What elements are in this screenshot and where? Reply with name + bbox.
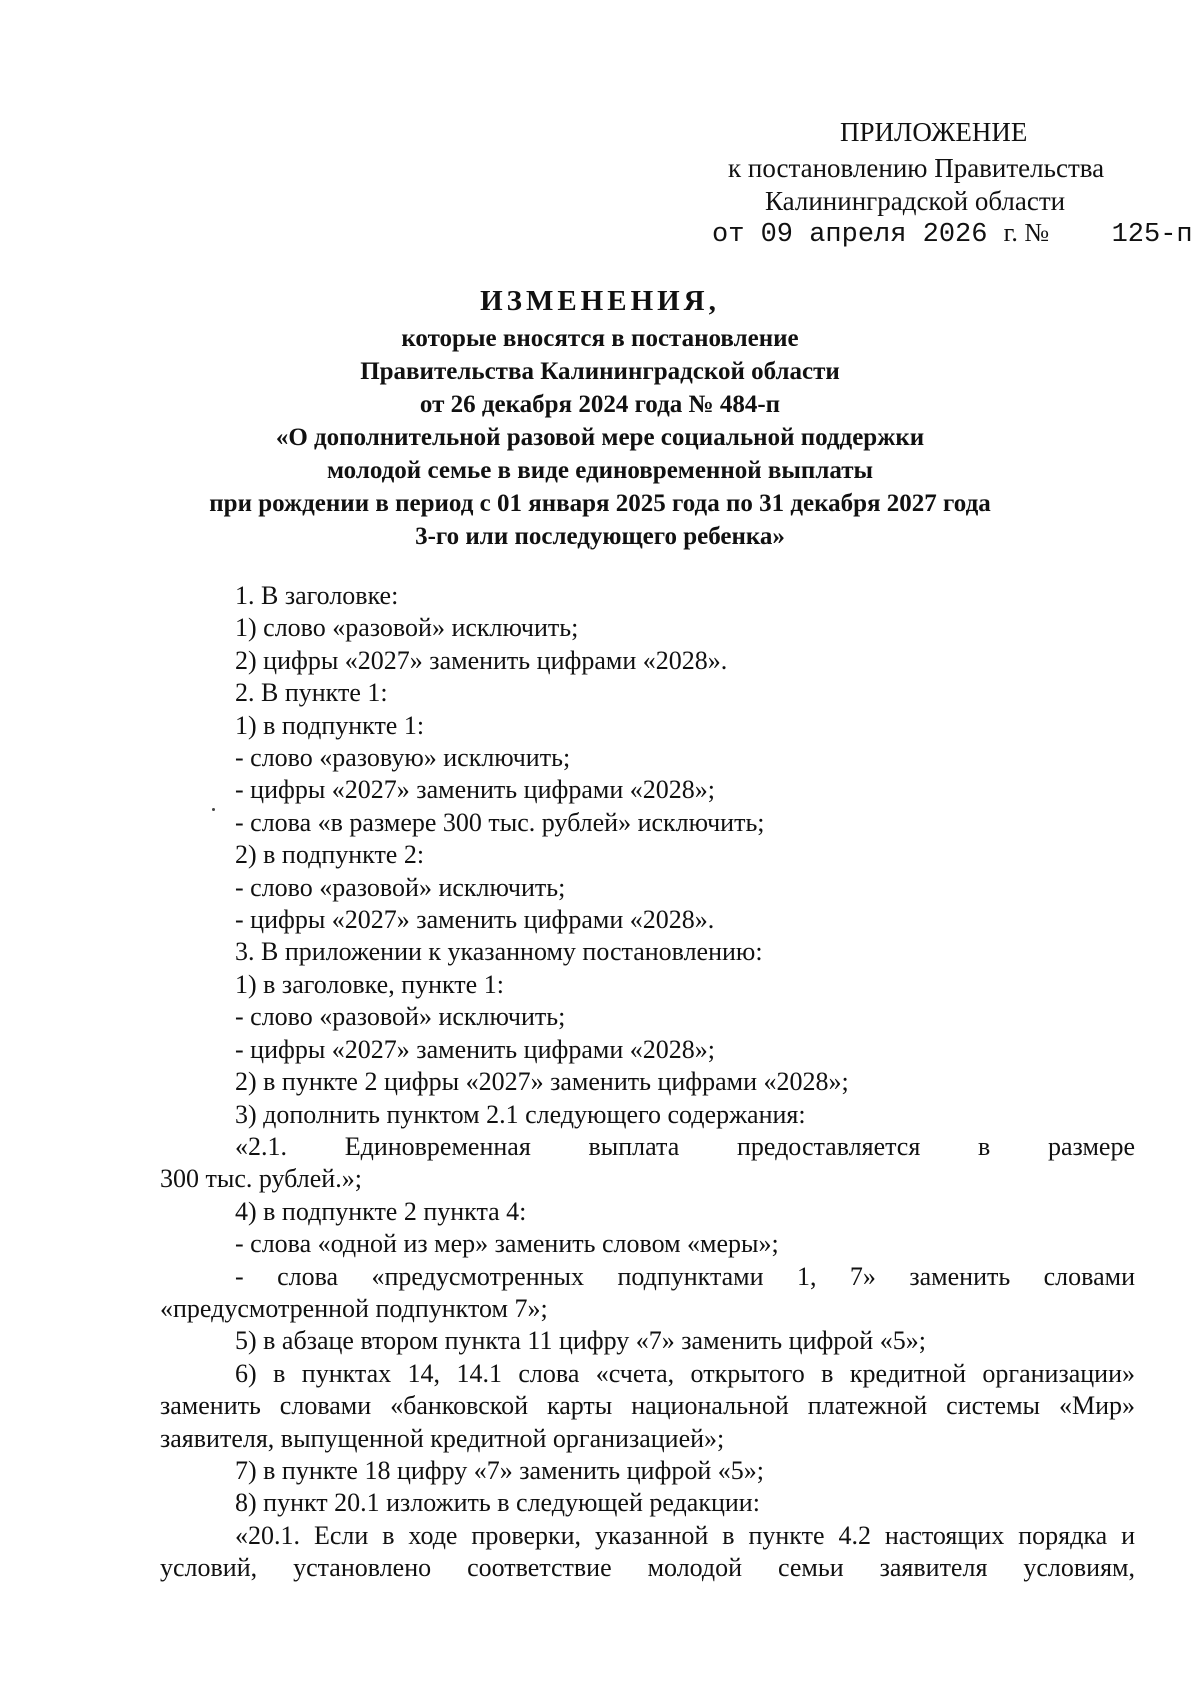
heading-line: «О дополнительной разовой мере социальной поддержки bbox=[275, 424, 925, 451]
body-line: 3. В приложении к указанному постановлению: bbox=[235, 937, 763, 967]
body-line: 8) пункт 20.1 изложить в следующей редакции: bbox=[235, 1488, 760, 1518]
body-line-justified: - слова «предусмотренных подпунктами 1, 7» заменить словами bbox=[235, 1261, 1135, 1291]
body-line: 1) в подпункте 1: bbox=[235, 710, 425, 740]
body-line: 2. В пункте 1: bbox=[235, 678, 388, 708]
body-line: 1) в заголовке, пункте 1: bbox=[235, 969, 504, 999]
appendix-title: ПРИЛОЖЕНИЕ bbox=[840, 117, 1028, 147]
body-line: 4) в подпункте 2 пункта 4: bbox=[235, 1196, 527, 1226]
heading-line: от 26 декабря 2024 года № 484-п bbox=[419, 391, 781, 418]
appendix-decree-ref: к постановлению Правительства bbox=[728, 153, 1105, 183]
body-line: - цифры «2027» заменить цифрами «2028»; bbox=[235, 775, 715, 805]
body-line: - слово «разовой» исключить; bbox=[235, 872, 566, 902]
body-line: - слова «в размере 300 тыс. рублей» исключить; bbox=[235, 807, 765, 837]
appendix-region: Калининградской области bbox=[765, 186, 1066, 216]
body-line: заменить словами «банковской карты национальной платежной системы «Мир» bbox=[160, 1391, 1135, 1421]
body-line-justified: «2.1. Единовременная выплата предоставляется в размере bbox=[235, 1131, 1135, 1161]
heading-line: которые вносятся в постановление bbox=[401, 325, 799, 352]
heading-line: 3-го или последующего ребенка» bbox=[415, 523, 785, 550]
body-line: 3) дополнить пунктом 2.1 следующего содержания: bbox=[235, 1099, 806, 1129]
body-line: - цифры «2027» заменить цифрами «2028»; bbox=[235, 1034, 715, 1064]
date-suffix: г. № bbox=[1003, 218, 1050, 247]
body-line-justified: «20.1. Если в ходе проверки, указанной в пункте 4.2 настоящих порядка и bbox=[235, 1520, 1135, 1550]
body-line: 1. В заголовке: bbox=[235, 581, 399, 610]
body-line: заявителя, выпущенной кредитной организацией»; bbox=[160, 1423, 725, 1453]
body-line: 1) слово «разовой» исключить; bbox=[235, 613, 579, 643]
heading-line: Правительства Калининградской области bbox=[360, 358, 840, 385]
date-value: 09 апреля 2026 bbox=[760, 220, 988, 250]
body-line: - слово «разовую» исключить; bbox=[235, 743, 571, 773]
document-body bbox=[160, 580, 1135, 1585]
body-line: 2) цифры «2027» заменить цифрами «2028». bbox=[235, 645, 728, 675]
body-line: 2) в пункте 2 цифры «2027» заменить цифрами «2028»; bbox=[235, 1067, 849, 1097]
heading-title: ИЗМЕНЕНИЯ, bbox=[480, 285, 720, 317]
body-line: 2) в подпункте 2: bbox=[235, 840, 425, 870]
document-heading bbox=[0, 284, 1200, 553]
body-line-justified: 6) в пунктах 14, 14.1 слова «счета, открытого в кредитной организации» bbox=[235, 1358, 1135, 1388]
date-prefix: от bbox=[712, 220, 745, 250]
body-line: 5) в абзаце втором пункта 11 цифру «7» заменить цифрой «5»; bbox=[235, 1326, 926, 1356]
appendix-date-line bbox=[712, 217, 1193, 251]
heading-line: молодой семье в виде единовременной выплаты bbox=[326, 457, 873, 484]
decree-number: 125-п bbox=[1111, 220, 1193, 250]
body-line: - слово «разовой» исключить; bbox=[235, 1002, 566, 1032]
body-line: 7) в пункте 18 цифру «7» заменить цифрой «5»; bbox=[235, 1455, 764, 1485]
body-line: «предусмотренной подпунктом 7»; bbox=[160, 1293, 548, 1323]
body-line: 300 тыс. рублей.»; bbox=[160, 1164, 362, 1194]
heading-line: при рождении в период с 01 января 2025 года по 31 декабря 2027 года bbox=[209, 490, 991, 517]
body-line: - цифры «2027» заменить цифрами «2028». bbox=[235, 905, 715, 935]
body-line: - слова «одной из мер» заменить словом «меры»; bbox=[235, 1229, 779, 1259]
body-line: условий, установлено соответствие молодой семьи заявителя условиям, bbox=[160, 1553, 1135, 1583]
